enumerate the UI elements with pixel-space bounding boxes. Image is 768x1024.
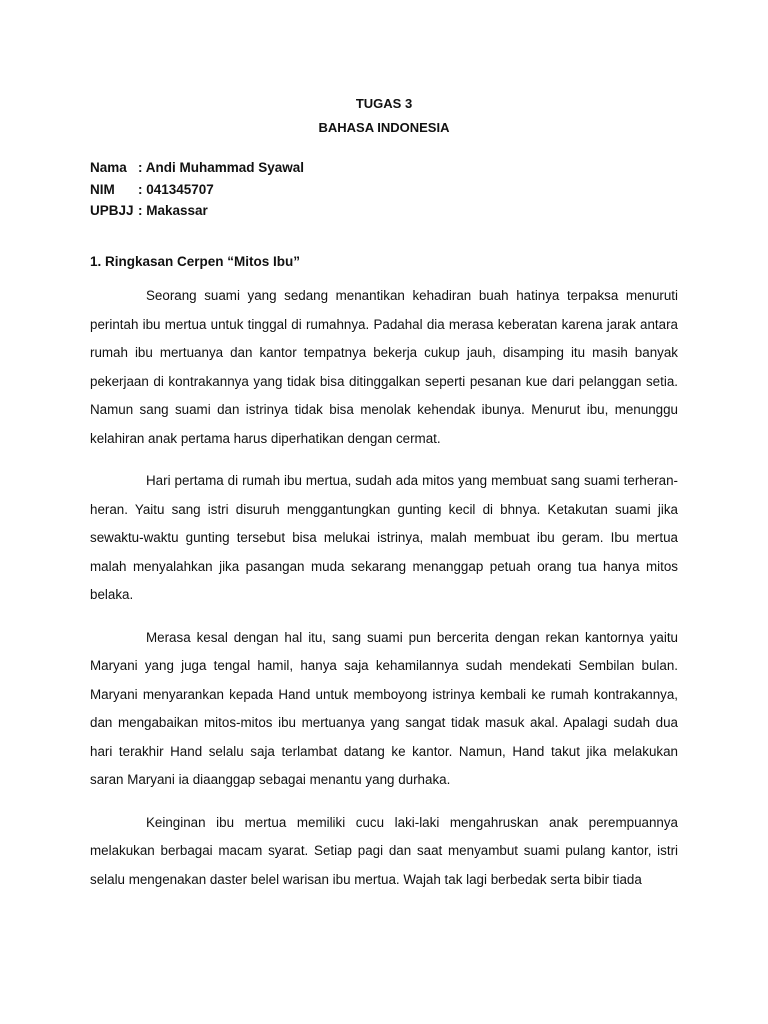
info-label: NIM xyxy=(90,181,115,197)
info-value: : 041345707 xyxy=(138,181,214,197)
paragraph: Merasa kesal dengan hal itu, sang suami pun bercerita dengan rekan kantornya yaitu Maryani yang juga tengal hamil, hanya saja kehamilannya sudah mendekati Sembilan bulan. Maryani menyarankan kepada Hand untuk memboyong istrinya kembali ke rumah kontrakannya, dan mengabaikan mitos-mitos ibu mertuanya yang sangat tidak masuk akal. Apalagi sudah dua hari terakhir Hand selalu saja terlambat datang ke kantor. Namun, Hand takut jika melakukan saran Maryani ia diaanggap sebagai menantu yang durhaka. xyxy=(90,629,678,787)
paragraph: Keinginan ibu mertua memiliki cucu laki-laki mengahruskan anak perempuannya melakukan berbagai macam syarat. Setiap pagi dan saat menyambut suami pulang kantor, istri selalu mengenakan daster belel warisan ibu mertua. Wajah tak lagi berbedak serta bibir tiada xyxy=(90,814,678,887)
document-title: TUGAS 3 xyxy=(355,96,413,111)
summary-body xyxy=(90,282,678,908)
paragraph: Hari pertama di rumah ibu mertua, sudah ada mitos yang membuat sang suami terheran-heran. Yaitu sang istri disuruh menggantungkan gunting kecil di bhnya. Ketakutan suami jika sewaktu-waktu gunting tersebut bisa melukai istrinya, malah membuat ibu geram. Ibu mertua malah menyalahkan jika pasangan muda sekarang menanggap petuah orang tua hanya mitos belaka. xyxy=(90,473,678,602)
info-value: : Andi Muhammad Syawal xyxy=(138,160,305,175)
info-row-nim xyxy=(90,179,304,201)
title-block xyxy=(0,92,768,140)
info-value: : Makassar xyxy=(138,203,208,218)
info-label: Nama xyxy=(90,160,127,175)
student-info xyxy=(90,157,304,222)
document-subtitle: BAHASA INDONESIA xyxy=(318,120,450,135)
paragraph: Seorang suami yang sedang menantikan kehadiran buah hatinya terpaksa menuruti perintah ibu mertua untuk tinggal di rumahnya. Padahal dia merasa keberatan karena jarak antara rumah ibu mertuanya dan kantor tempatnya bekerja cukup jauh, disamping itu masih banyak pekerjaan di kontrakannya yang tidak bisa ditinggalkan seperti pesanan kue dari pelanggan setia. Namun sang suami dan istrinya tidak bisa menolak kehendak ibunya. Menurut ibu, menunggu kelahiran anak pertama harus diperhatikan dengan cermat. xyxy=(90,288,678,446)
section-heading: 1. Ringkasan Cerpen “Mitos Ibu” xyxy=(90,254,301,269)
info-label: UPBJJ xyxy=(90,203,134,218)
info-row-nama xyxy=(90,157,304,179)
info-row-upbjj xyxy=(90,200,304,222)
